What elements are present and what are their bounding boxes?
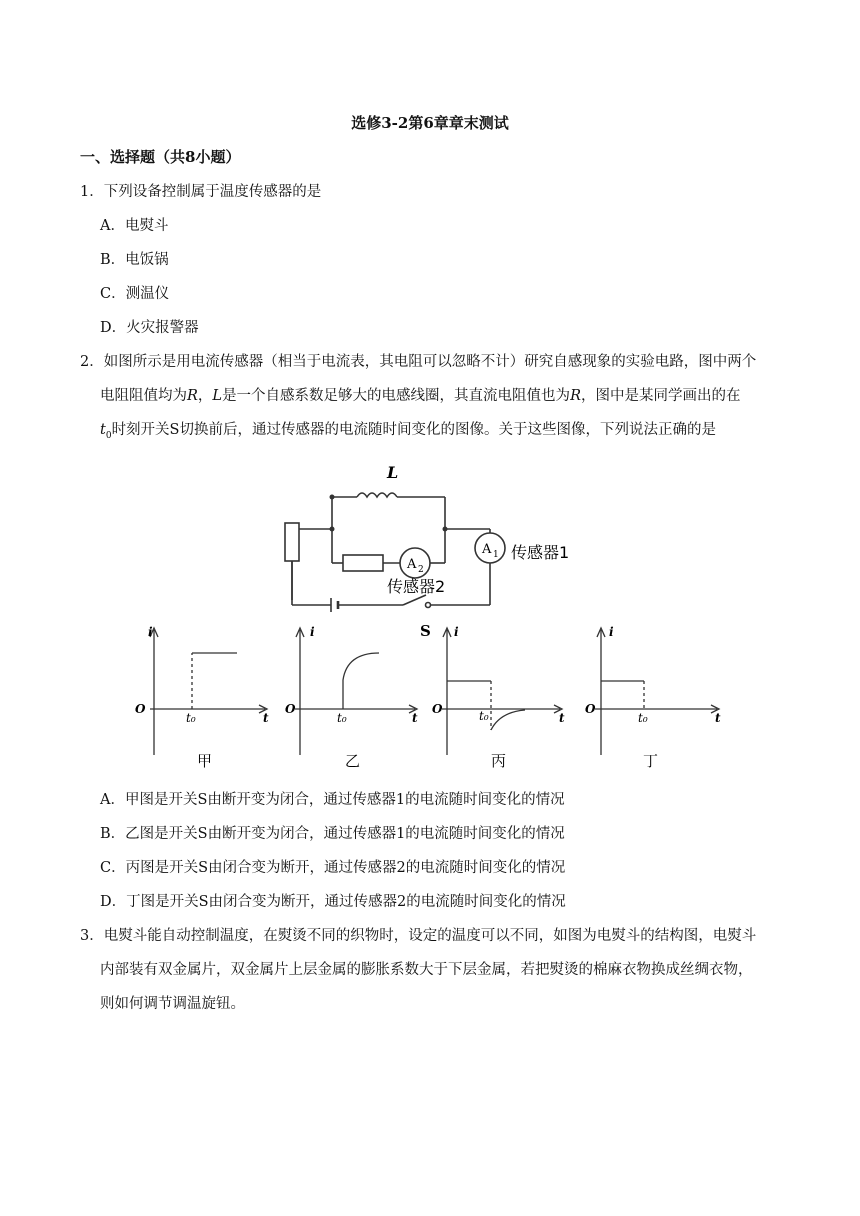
question-1-stem: 1．下列设备控制属于温度传感器的是 <box>80 184 322 200</box>
graph-c-origin: O <box>432 702 443 716</box>
graph-d-origin: O <box>585 702 596 716</box>
a2-label: A <box>407 557 417 572</box>
question-1-option-b: B．电饭锅 <box>100 252 169 268</box>
graph-c-t0: t₀ <box>479 709 489 723</box>
question-2-option-a: A．甲图是开关S由断开变为闭合，通过传感器1的电流随时间变化的情况 <box>100 792 565 808</box>
graph-b-t0: t₀ <box>337 711 347 725</box>
question-2-stem-line-1: 2．如图所示是用电流传感器（相当于电流表，其电阻可以忽略不计）研究自感现象的实验电路，图中两个 <box>80 354 757 370</box>
question-2-option-c: C．丙图是开关S由闭合变为断开，通过传感器2的电流随时间变化的情况 <box>100 860 566 876</box>
graph-a-x-axis-label: t <box>263 711 269 725</box>
question-1-option-a: A．电熨斗 <box>100 218 169 234</box>
switch-arm <box>403 595 426 605</box>
graph-a-t0: t₀ <box>186 711 196 725</box>
graph-labels <box>135 625 721 725</box>
graph-name-jia: 甲 <box>197 752 213 770</box>
question-3-line-1: 3．电熨斗能自动控制温度，在熨烫不同的织物时，设定的温度可以不同，如图为电熨斗的结构图，电熨斗 <box>80 928 757 944</box>
question-3-line-2: 内部装有双金属片，双金属片上层金属的膨胀系数大于下层金属，若把熨烫的棉麻衣物换成丝绸衣物， <box>100 962 753 978</box>
sensor-2-label: 传感器2 <box>387 577 446 596</box>
current-graphs <box>150 628 719 755</box>
circuit-and-graphs-figure <box>135 440 735 780</box>
a2-subscript: 2 <box>418 565 424 575</box>
question-1-option-d: D．火灾报警器 <box>100 320 199 336</box>
graph-b-y-axis-label: i <box>310 625 315 639</box>
graph-c-y-axis-label: i <box>454 625 459 639</box>
a1-label: A <box>482 542 492 557</box>
question-2-option-d: D．丁图是开关S由闭合变为断开，通过传感器2的电流随时间变化的情况 <box>100 894 566 910</box>
graph-name-ding: 丁 <box>643 752 659 770</box>
resistor-branch-1 <box>285 523 299 561</box>
graph-name-bing: 丙 <box>491 752 507 770</box>
graph-d-t0: t₀ <box>638 711 648 725</box>
question-2-stem-line-2: 电阻阻值均为R，L是一个自感系数足够大的电感线圈，其直流电阻值也为R，图中是某同学画出的在 <box>100 388 741 404</box>
inductor-label: L <box>387 463 399 482</box>
question-3-line-3: 则如何调节调温旋钮。 <box>100 996 245 1012</box>
question-2-stem-line-3: $t_0$时刻开关S切换前后，通过传感器的电流随时间变化的图像。关于这些图像，下列说法正确的是 <box>100 422 716 441</box>
sensor-1-label: 传感器1 <box>511 543 570 562</box>
graph-a-y-axis-label: i <box>148 625 153 639</box>
graph-name-yi: 乙 <box>345 752 361 770</box>
inductor-coil <box>357 493 397 497</box>
graph-c-x-axis-label: t <box>559 711 565 725</box>
graph-d-y-axis-label: i <box>609 625 614 639</box>
question-1-option-c: C．测温仪 <box>100 286 170 302</box>
section-heading: 一、选择题（共8小题） <box>80 148 241 166</box>
page-title: 选修3-2第6章章末测试 <box>351 114 509 132</box>
graph-b-x-axis-label: t <box>412 711 418 725</box>
question-2-option-b: B．乙图是开关S由断开变为闭合，通过传感器1的电流随时间变化的情况 <box>100 826 565 842</box>
a1-subscript: 1 <box>493 550 499 560</box>
graph-d-x-axis-label: t <box>715 711 721 725</box>
graph-a-origin: O <box>135 702 146 716</box>
graph-b-origin: O <box>285 702 296 716</box>
switch-label: S <box>420 622 431 640</box>
resistor-branch-2 <box>343 555 383 571</box>
